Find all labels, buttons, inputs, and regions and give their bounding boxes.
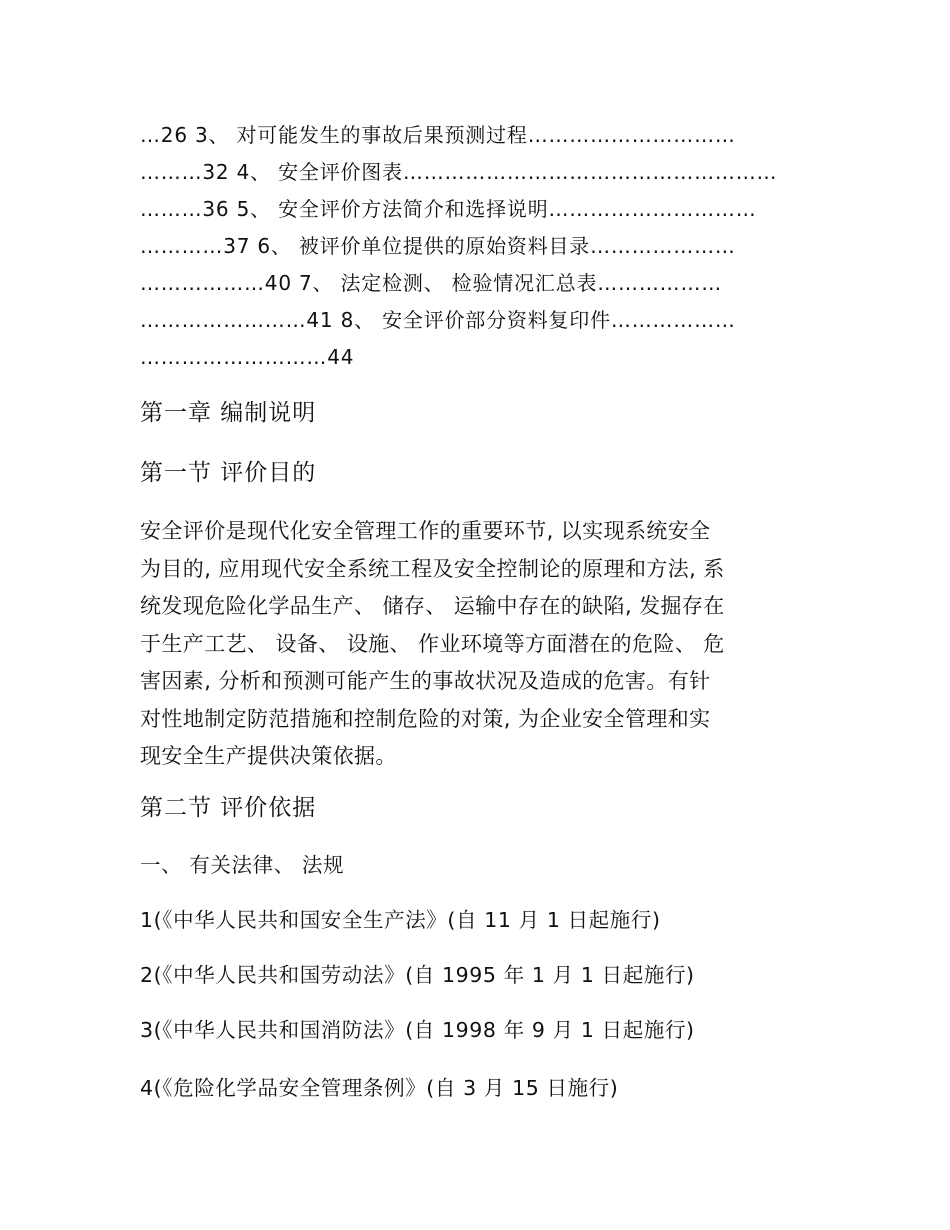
paragraph-line: 为目的, 应用现代安全系统工程及安全控制论的原理和方法, 系 <box>140 556 725 581</box>
paragraph-line: 安全评价是现代化安全管理工作的重要环节, 以实现系统安全 <box>140 519 711 543</box>
paragraph-line: 现安全生产提供决策依据。 <box>140 744 397 768</box>
paragraph-line: 害因素, 分析和预测可能产生的事故状况及造成的危害。有针 <box>140 669 711 693</box>
law-item: 1(《中华人民共和国安全生产法》(自 11 月 1 日起施行) <box>140 908 661 932</box>
section-title: 第一节 评价目的 <box>140 460 317 486</box>
law-item: 3(《中华人民共和国消防法》(自 1998 年 9 月 1 日起施行) <box>140 1018 695 1042</box>
law-item: 2(《中华人民共和国劳动法》(自 1995 年 1 月 1 日起施行) <box>140 963 695 987</box>
toc-line: ……………………41 8、 安全评价部分资料复印件……………… <box>140 308 736 332</box>
toc-line: ………36 5、 安全评价方法简介和选择说明………………………… <box>140 197 757 221</box>
paragraph-line: 于生产工艺、 设备、 设施、 作业环境等方面潜在的危险、 危 <box>140 631 725 656</box>
toc-line: …26 3、 对可能发生的事故后果预测过程………………………… <box>140 123 736 147</box>
law-item: 4(《危险化学品安全管理条例》(自 3 月 15 日施行) <box>140 1076 619 1100</box>
toc-line: ………………………44 <box>140 345 355 369</box>
toc-line: …………37 6、 被评价单位提供的原始资料目录………………… <box>140 234 736 258</box>
chapter-title: 第一章 编制说明 <box>140 400 317 426</box>
section-title: 第二节 评价依据 <box>140 795 317 821</box>
paragraph-line: 统发现危险化学品生产、 储存、 运输中存在的缺陷, 发掘存在 <box>140 594 725 618</box>
toc-line: ………………40 7、 法定检测、 检验情况汇总表……………… <box>140 271 723 295</box>
paragraph-purpose <box>140 513 820 776</box>
subsection-title: 一、 有关法律、 法规 <box>140 853 345 877</box>
toc-line: ………32 4、 安全评价图表……………………………………………… <box>140 160 778 184</box>
paragraph-line: 对性地制定防范措施和控制危险的对策, 为企业安全管理和实 <box>140 706 711 731</box>
